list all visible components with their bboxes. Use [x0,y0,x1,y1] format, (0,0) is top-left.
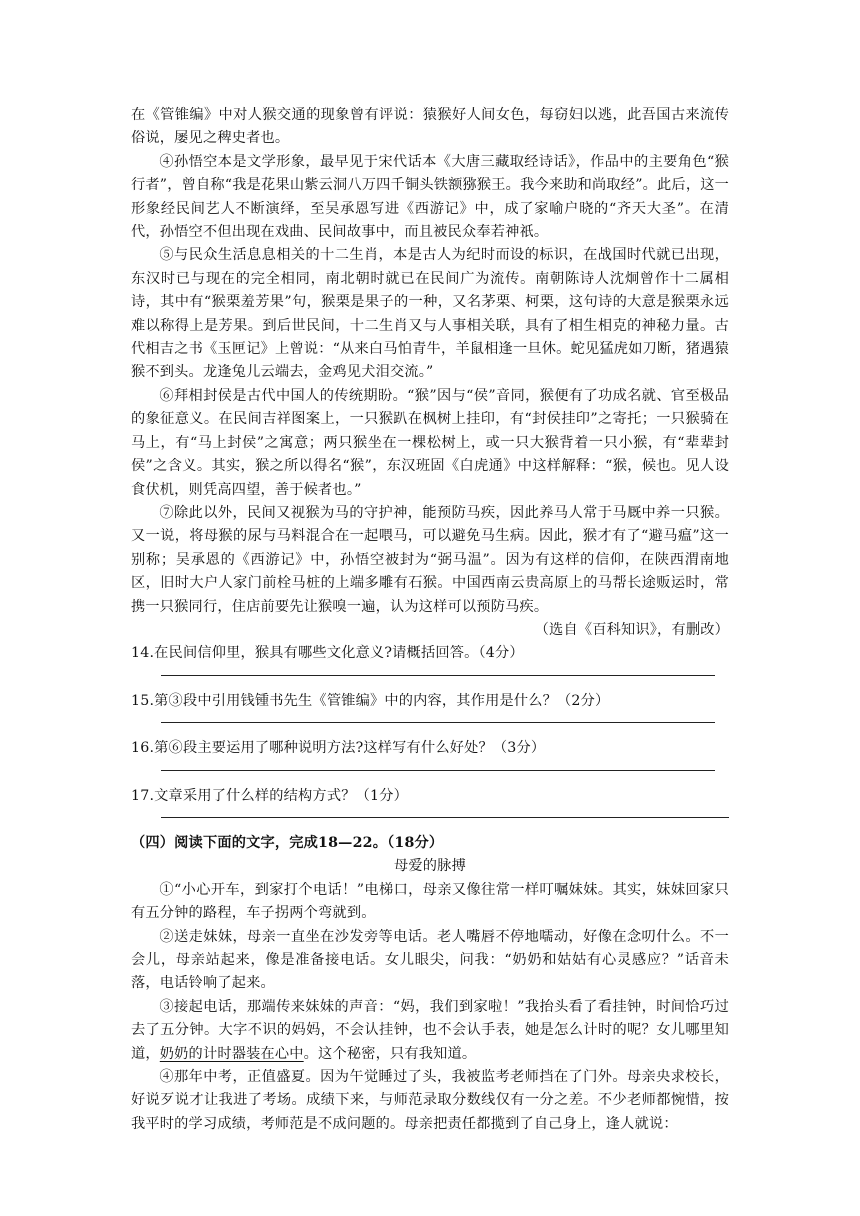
article-paragraph-1: ①“小心开车，到家打个电话！”电梯口，母亲又像往常一样叮嘱妹妹。其实，妹妹回家只有五分钟的路程，车子拐两个弯就到。 [131,881,729,922]
article-paragraph-3-text-b: 。这个秘密，只有我知道。 [303,1045,477,1062]
document-body [131,104,729,1136]
answer-line-14[interactable] [161,675,715,676]
passage-source: （选自《百科知识》，有删改） [534,621,729,638]
passage-paragraph-5: ⑤与民众生活息息相关的十二生肖，本是古人为纪时而设的标识，在战国时代就已出现，东汉时已与现在的完全相同，南北朝时就已在民间广为流传。南朝陈诗人沈炯曾作十二属相诗，其中有“猴栗羞芳果”句，猴栗是果子的一种，又名茅栗、柯栗，这句诗的大意是猴栗永远难以称得上是芳果。到后世民间，十二生肖又与人事相关联，具有了相生相克的神秘力量。古代相吉之书《玉匣记》上曾说：“从来白马怕青牛，羊鼠相逢一旦休。蛇见猛虎如刀断，猪遇猿猴不到头。龙逢兔儿云端去，金鸡见犬泪交流。” [131,247,729,381]
question-16: 16.第⑥段主要运用了哪种说明方法?这样写有什么好处？（3分） [131,740,546,757]
article-paragraph-3 [131,996,729,1066]
article-paragraph-4: ④那年中考，正值盛夏。因为午觉睡过了头，我被监考老师挡在了门外。母亲央求校长，好说歹说才让我进了考场。成绩下来，与师范录取分数线仅有一分之差。不少老师都惋惜，按我平时的学习成绩，考师范是不成问题的。母亲把责任都揽到了自己身上，逢人就说： [131,1069,729,1132]
question-14: 14.在民间信仰里，猴具有哪些文化意义?请概括回答。（4分） [131,645,524,662]
question-15: 15.第③段中引用钱锺书先生《管锥编》中的内容，其作用是什么？（2分） [131,692,610,709]
article-paragraph-2: ②送走妹妹，母亲一直坐在沙发旁等电话。老人嘴唇不停地嚅动，好像在念叨什么。不一会儿，母亲站起来，像是准备接电话。女儿眼尖，问我：“奶奶和姑姑有心灵感应？”话音未落，电话铃响了起来。 [131,928,729,992]
section-heading: （四）阅读下面的文字，完成18—22。（18分） [131,834,444,851]
answer-line-16[interactable] [161,770,715,771]
passage-paragraph-7: ⑦除此以外，民间又视猴为马的守护神，能预防马疾，因此养马人常于马厩中养一只猴。又一说，将母猴的尿与马料混合在一起喂马，可以避免马生病。因此，猴才有了“避马瘟”这一别称；吴承恩的《西游记》中，孙悟空被封为“弼马温”。因为有这样的信仰，在陕西渭南地区，旧时大户人家门前栓马桩的上端多雕有石猴。中国西南云贵高原上的马帮长途贩运时，常携一只猴同行，住店前要先让猴嗅一遍，认为这样可以预防马疾。 [131,504,729,615]
question-17: 17.文章采用了什么样的结构方式？（1分） [131,787,408,804]
passage-paragraph-4: ④孙悟空本是文学形象，最早见于宋代话本《大唐三藏取经诗话》，作品中的主要角色“猴行者”，曾自称“我是花果山紫云洞八万四千铜头铁额猕猴王。我今来助和尚取经”。此后，这一形象经民间艺人不断演绎，至吴承恩写进《西游记》中，成了家喻户晓的“齐天大圣”。在清代，孙悟空不但出现在戏曲、民间故事中，而且被民众奉若神祇。 [131,153,729,241]
article-title: 母爱的脉搏 [394,858,466,875]
answer-line-15[interactable] [161,722,715,723]
passage-paragraph-6: ⑥拜相封侯是古代中国人的传统期盼。“猴”因与“侯”音同，猴便有了功成名就、官至极品的象征意义。在民间吉祥图案上，一只猴趴在枫树上挂印，有“封侯挂印”之寄托；一只猴骑在马上，有“马上封侯”之寓意；两只猴坐在一棵松树上，或一只大猴背着一只小猴，有“辈辈封侯”之含义。其实，猴之所以得名“猴”，东汉班固《白虎通》中这样解释：“猴，候也。见人设食伏机，则凭高四望，善于候者也。” [131,387,729,498]
underlined-phrase: 奶奶的计时器装在心中 [159,1045,304,1062]
article-paragraph-3-text-a: ③接起电话，那端传来妹妹的声音：“妈，我们到家啦！”我抬头看了看挂钟，时间恰巧过去了五分钟。大字不识的妈妈，不会认挂钟，也不会认手表，她是怎么计时的呢？女儿哪里知道， [131,998,729,1062]
answer-line-17[interactable] [161,817,729,818]
passage-paragraph-lead: 在《管锥编》中对人猴交通的现象曾有评说：猿猴好人间女色，每窃妇以逃，此吾国古来流传俗说，屡见之稗史者也。 [131,107,729,147]
